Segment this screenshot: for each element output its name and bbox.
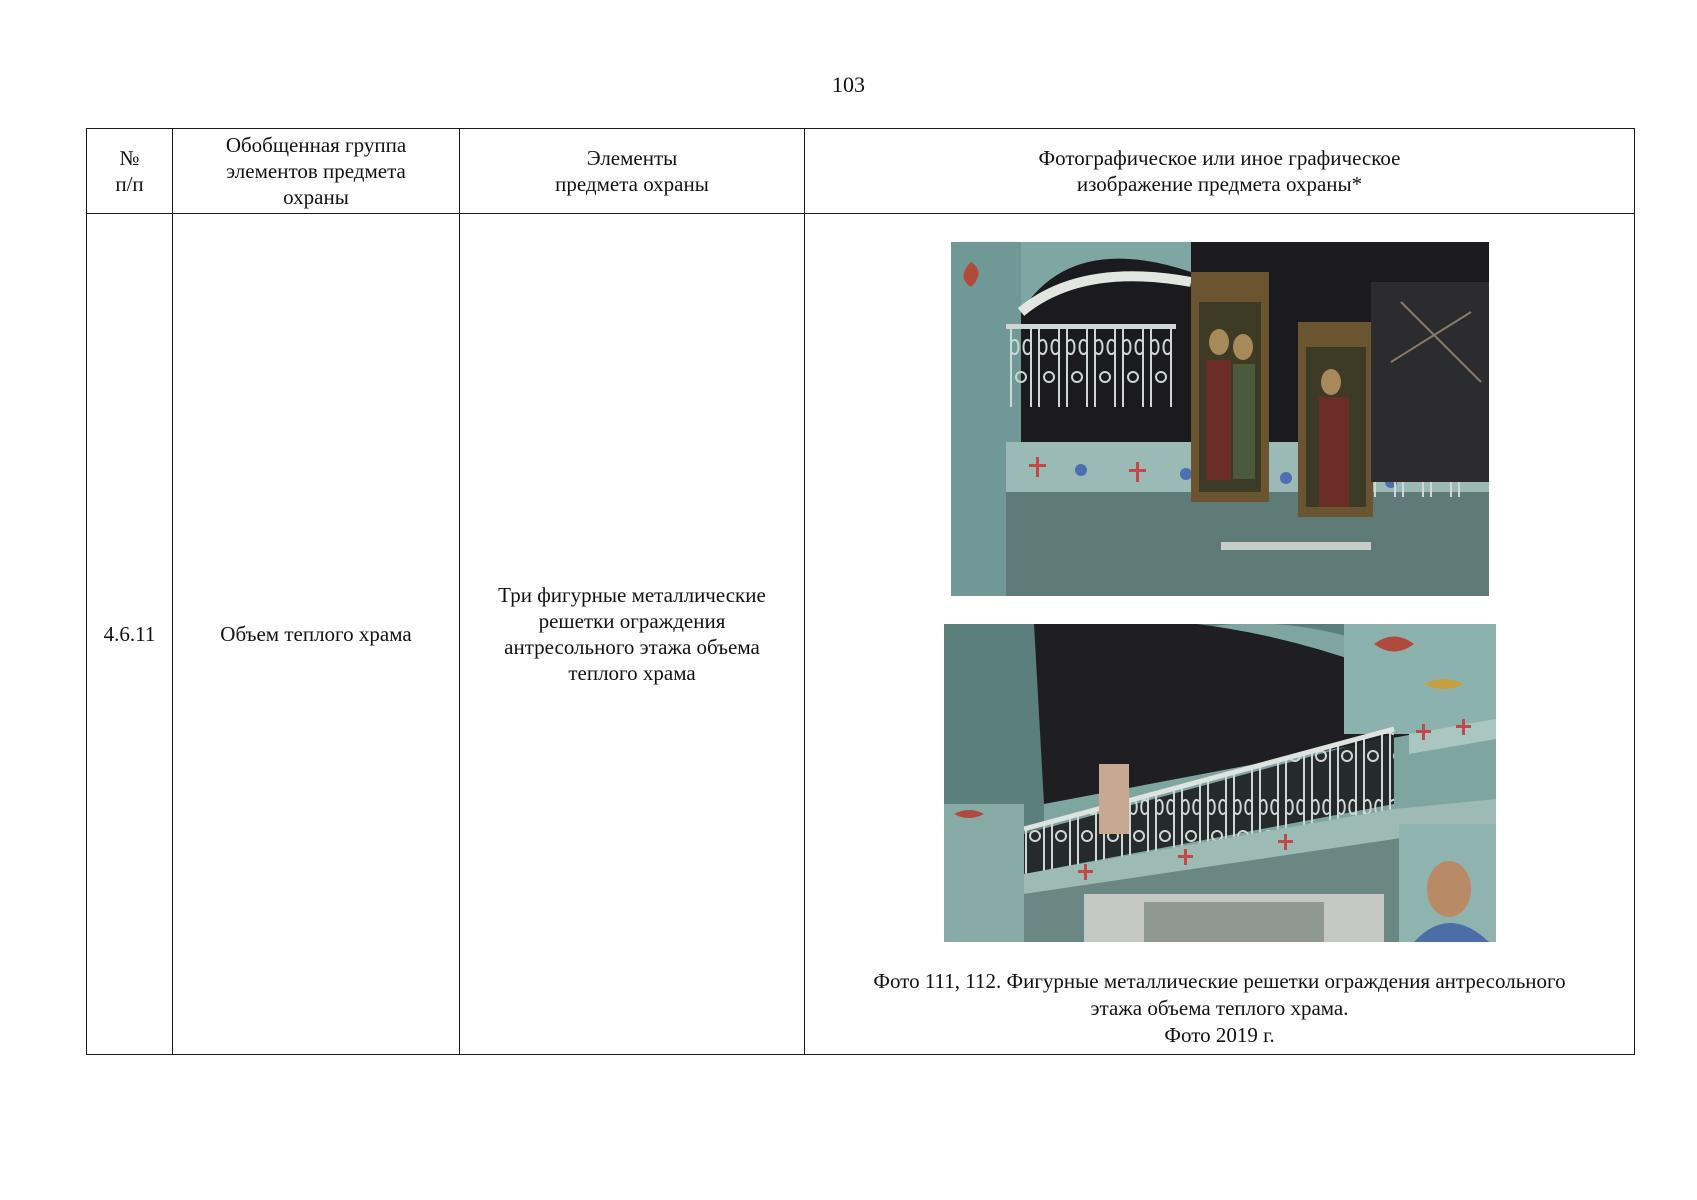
header-num	[87, 129, 173, 214]
header-image	[805, 129, 1635, 214]
table-header-row	[87, 129, 1635, 214]
row-elements	[460, 214, 805, 1055]
photo-caption	[805, 968, 1634, 1049]
photo-area	[805, 214, 1634, 1054]
caption-line: Фото 111, 112. Фигурные металлические решетки ограждения антресольного	[873, 969, 1566, 993]
header-group	[173, 129, 460, 214]
heritage-table	[86, 128, 1635, 1055]
photo-111-image	[951, 242, 1489, 596]
photo-112-image	[944, 624, 1496, 942]
header-image-line: Фотографическое или иное графическое	[1038, 146, 1401, 170]
caption-line: этажа объема теплого храма.	[1090, 996, 1349, 1020]
elements-line: теплого храма	[568, 661, 696, 685]
header-group-line: Обобщенная группа	[225, 133, 407, 157]
header-image-line: изображение предмета охраны*	[1076, 172, 1363, 196]
header-num-line: №	[119, 146, 140, 170]
header-elements	[460, 129, 805, 214]
header-group-line: охраны	[283, 185, 349, 209]
row-num: 4.6.11	[87, 214, 173, 1055]
row-group: Объем теплого храма	[173, 214, 460, 1055]
header-group-line: элементов предмета	[226, 159, 406, 183]
photo-112	[944, 624, 1496, 942]
table-row	[87, 214, 1635, 1055]
photo-111	[951, 242, 1489, 596]
page-number: 103	[832, 72, 865, 97]
header-elements-line: предмета охраны	[555, 172, 709, 196]
elements-line: Три фигурные металлические	[498, 583, 766, 607]
header-elements-line: Элементы	[586, 146, 678, 170]
elements-line: решетки ограждения	[538, 609, 726, 633]
elements-line: антресольного этажа объема	[504, 635, 760, 659]
header-num-line: п/п	[115, 172, 144, 196]
caption-line: Фото 2019 г.	[1164, 1023, 1275, 1047]
row-image-cell	[805, 214, 1635, 1055]
